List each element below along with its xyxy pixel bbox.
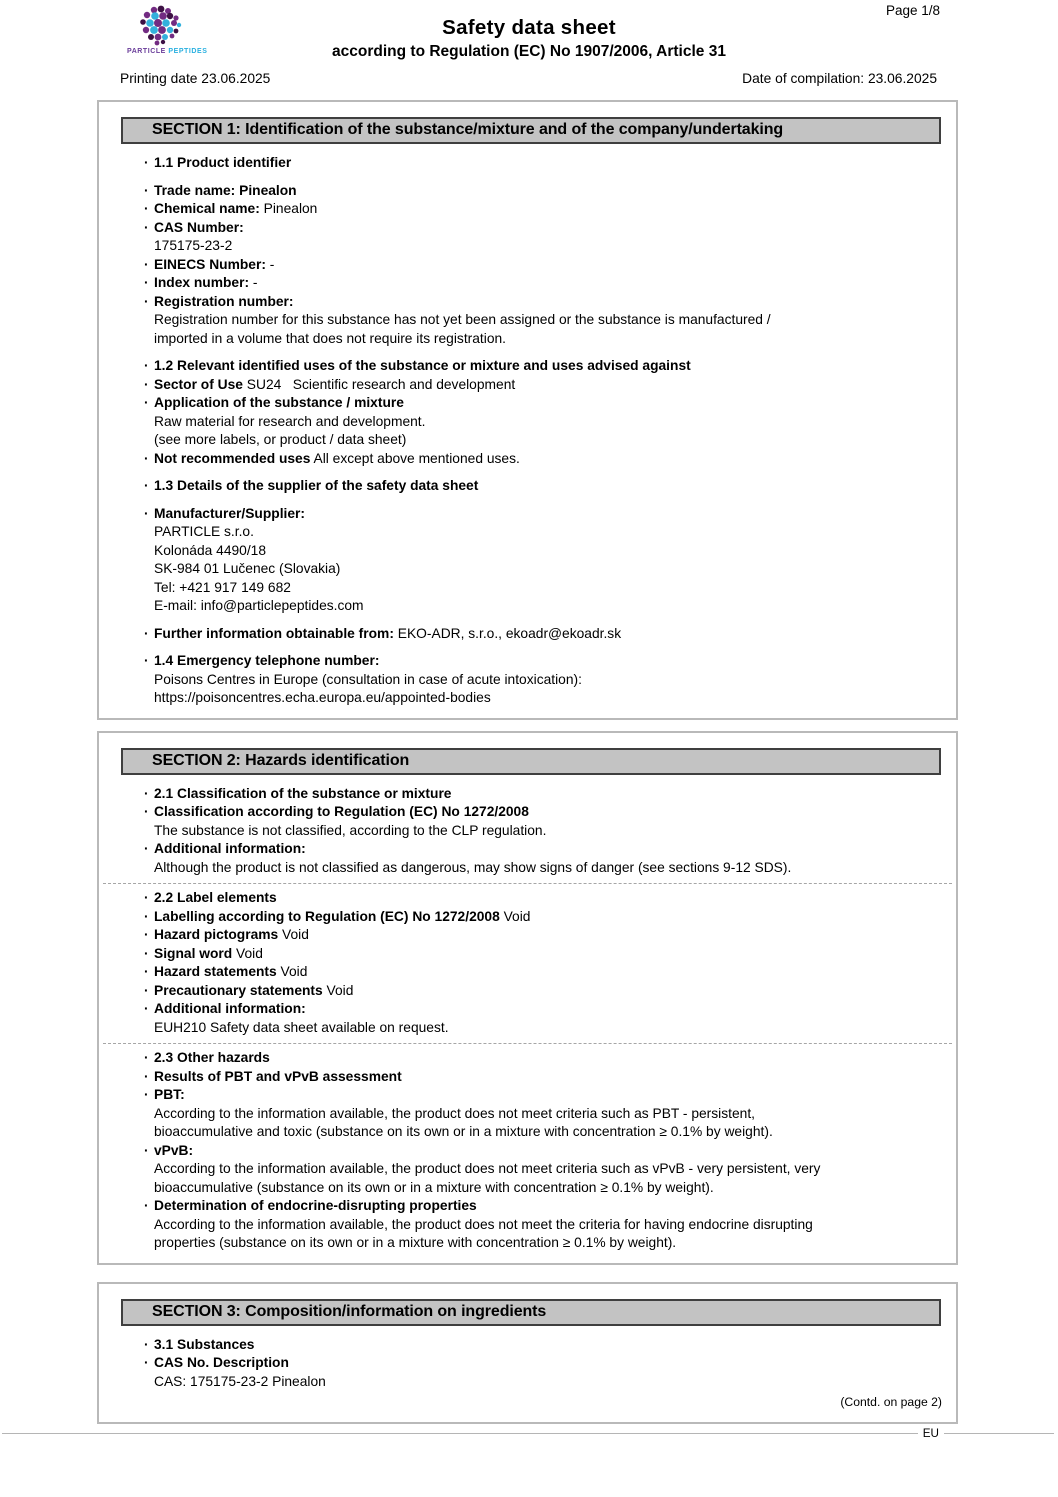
text-line [154,1086,940,1105]
plain-text: E-mail: info@particlepeptides.com [154,598,364,613]
text-line [154,1373,940,1392]
text-line [154,293,940,312]
bold-label: Manufacturer/Supplier: [154,505,306,521]
value-text: Void [278,927,309,942]
text-line [154,542,940,561]
section-1-header: SECTION 1: Identification of the substance/mixture and of the company/undertaking [121,117,941,144]
text-line [154,394,940,413]
plain-text: PARTICLE s.r.o. [154,524,254,539]
text-line [154,579,940,598]
eu-region-label: EU [922,1426,939,1440]
spacer [154,173,940,182]
plain-text: According to the information available, the product does not meet criteria such as PBT - persistent, [154,1105,755,1121]
text-line [154,154,940,173]
compilation-date: Date of compilation: 23.06.2025 [742,71,937,86]
brand-name-second: PEPTIDES [168,48,208,55]
plain-text: CAS: 175175-23-2 Pinealon [154,1373,326,1389]
bold-label: CAS No. Description [154,1355,289,1370]
plain-text: Although the product is not classified as dangerous, may show signs of danger (see sections 9-12 SDS). [154,859,792,875]
text-line [154,450,940,469]
bold-label: 2.3 Other hazards [154,1050,270,1065]
text-line [154,256,940,275]
bold-label: Application of the substance / mixture [154,395,404,410]
section-2-header: SECTION 2: Hazards identification [121,748,941,775]
bold-label: 2.2 Label elements [154,890,277,905]
plain-text: According to the information available, the product does not meet the criteria for having endocrine disrupting [154,1216,813,1232]
text-line [154,1179,940,1198]
text-line [154,926,940,945]
text-line [154,1216,940,1235]
bold-label: Results of PBT and vPvB assessment [154,1068,402,1084]
bold-label: Further information obtainable from: [154,625,394,641]
bold-label: 1.4 Emergency telephone number: [154,653,380,668]
bold-label: Precautionary statements [154,982,323,998]
plain-text: Kolonáda 4490/18 [154,542,267,558]
text-line [154,376,940,395]
value-text: - [265,256,275,272]
plain-text: Tel: +421 917 149 682 [154,579,291,595]
text-line [154,889,940,908]
text-line [154,1197,940,1216]
value-text: Void [232,945,263,961]
text-line [154,357,940,376]
text-line [154,523,940,542]
plain-text: Registration number for this substance has not yet been assigned or the substance is manufactured / [154,312,771,327]
text-line [154,785,940,804]
text-line [154,1068,940,1087]
text-line [154,477,940,496]
dashed-divider [103,883,952,884]
text-line [154,625,940,644]
doc-title: Safety data sheet [442,16,616,39]
value-text: SU24 Scientific research and development [242,376,516,392]
spacer [154,616,940,625]
bold-label: Hazard statements [154,964,277,979]
text-line [154,1336,940,1355]
section-2-content [99,775,956,1253]
section-2-box [97,731,958,1265]
text-line [154,505,940,524]
text-line [154,1000,940,1019]
spacer [154,643,940,652]
text-line [154,963,940,982]
bold-label: 1.2 Relevant identified uses of the substance or mixture and uses advised against [154,358,691,373]
plain-text: Raw material for research and development. [154,413,426,429]
sections [97,100,958,1440]
value-text: EKO-ADR, s.r.o., ekoadr@ekoadr.sk [393,625,622,641]
section-1-box [97,100,958,720]
text-line [154,182,940,201]
text-line [154,1142,940,1161]
bold-label: CAS Number: [154,219,244,235]
bold-label: Registration number: [154,293,294,309]
printing-date: Printing date 23.06.2025 [120,71,271,86]
text-line [154,274,940,293]
plain-text: The substance is not classified, according to the CLP regulation. [154,822,547,838]
text-line [154,822,940,841]
plain-text: According to the information available, the product does not meet criteria such as vPvB - very persistent, very [154,1161,821,1176]
bold-label: Not recommended uses [154,450,311,466]
text-line [154,1160,940,1179]
bold-label: 1.3 Details of the supplier of the safety data sheet [154,478,479,493]
brand-name-first: PARTICLE [127,48,166,55]
contd-note: (Contd. on page 2) [840,1395,942,1409]
text-line [154,237,940,256]
text-line [154,840,940,859]
text-line [154,1019,940,1038]
text-line [154,1123,940,1142]
text-line [154,1354,940,1373]
bold-label: Additional information: [154,1001,306,1016]
bold-label: Signal word [154,945,233,961]
bold-label: Trade name: Pinealon [154,182,297,198]
dashed-divider [103,1043,952,1044]
value-text: Void [276,964,308,979]
plain-text: bioaccumulative and toxic (substance on its own or in a mixture with concentration ≥ 0.1% by weight). [154,1124,773,1139]
text-line [154,560,940,579]
plain-text[interactable]: https://poisoncentres.echa.europa.eu/appointed-bodies [154,690,491,705]
doc-subtitle: according to Regulation (EC) No 1907/2006, Article 31 [332,43,726,60]
section-3-header: SECTION 3: Composition/information on ingredients [121,1299,941,1326]
bold-label: Chemical name: [154,201,260,216]
value-text: Void [322,982,354,998]
section-3-box [97,1282,958,1424]
value-text: All except above mentioned uses. [310,450,520,466]
text-line [154,945,940,964]
bold-label: 3.1 Substances [154,1336,255,1352]
section-3-content [99,1326,956,1412]
bold-label: Labelling according to Regulation (EC) No 1272/2008 [154,908,500,924]
spacer [154,348,940,357]
bold-label: Determination of endocrine-disrupting properties [154,1198,477,1213]
text-line [154,311,940,330]
value-text: - [249,275,258,290]
footer-rule-right [944,1433,1054,1434]
bold-label: Hazard pictograms [154,927,279,942]
spacer [154,496,940,505]
plain-text: properties (substance on its own or in a mixture with concentration ≥ 0.1% by weight). [154,1235,677,1250]
section-1-content [99,144,956,708]
text-line [154,803,940,822]
text-line [154,671,940,690]
bold-label: Index number: [154,275,250,290]
value-text: Pinealon [259,201,318,216]
plain-text: (see more labels, or product / data sheet) [154,432,407,447]
text-line [154,200,940,219]
text-line [154,413,940,432]
text-line [154,1234,940,1253]
text-line [154,652,940,671]
text-line [154,330,940,349]
text-line [154,859,940,878]
bold-label: Sector of Use [154,376,243,392]
eu-footer [2,1428,1054,1440]
text-line [154,1049,940,1068]
dates-row [120,71,937,86]
text-line [154,982,940,1001]
plain-text: SK-984 01 Lučenec (Slovakia) [154,561,341,576]
bold-label: vPvB: [154,1142,194,1158]
value-text: Void [499,908,531,924]
plain-text: imported in a volume that does not require its registration. [154,330,507,346]
spacer [154,468,940,477]
text-line [154,597,940,616]
bold-label: Additional information: [154,841,306,856]
bold-label: EINECS Number: [154,256,266,272]
text-line [154,431,940,450]
poison-centres-link[interactable] [154,689,940,708]
bold-label: 2.1 Classification of the substance or mixture [154,785,452,801]
plain-text: Poisons Centres in Europe (consultation in case of acute intoxication): [154,671,582,687]
page-indicator: Page 1/8 [885,3,940,18]
bold-label: PBT: [154,1087,185,1102]
plain-text: EUH210 Safety data sheet available on request. [154,1019,449,1035]
text-line [154,219,940,238]
bold-label: 1.1 Product identifier [154,155,292,170]
plain-text: bioaccumulative (substance on its own or in a mixture with concentration ≥ 0.1% by weight). [154,1179,714,1195]
footer-rule-left [2,1433,918,1434]
bold-label: Classification according to Regulation (EC) No 1272/2008 [154,804,529,819]
text-line [154,908,940,927]
plain-text: 175175-23-2 [154,238,233,253]
text-line [154,1105,940,1124]
